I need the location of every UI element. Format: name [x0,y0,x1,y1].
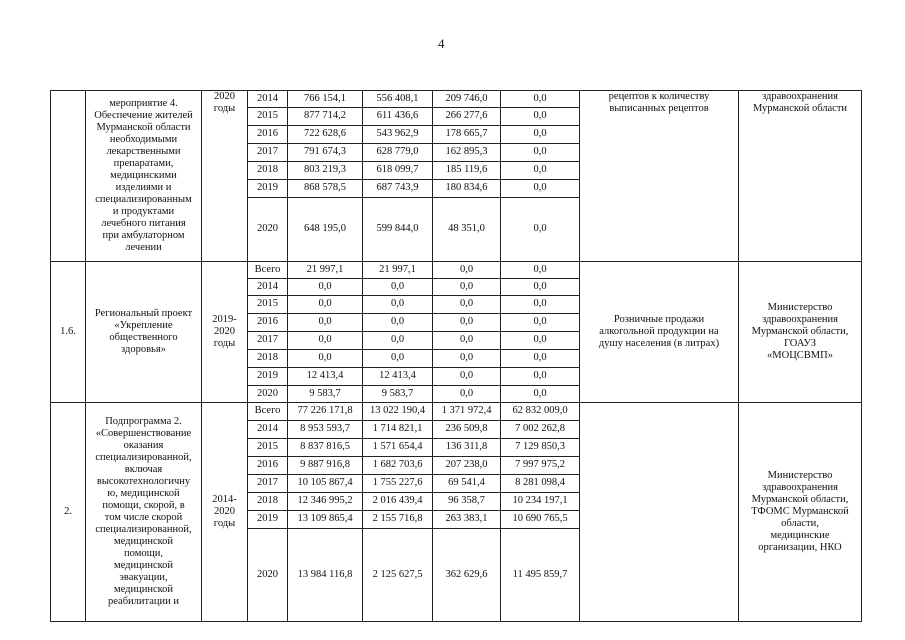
program-table [50,90,862,622]
cell-total: 77 226 171,8 [288,403,363,421]
cell-year: 2015 [248,108,288,126]
indicator-text [580,403,739,622]
cell-reg: 2 155 716,8 [363,511,433,529]
cell-year: 2019 [248,180,288,198]
cell-total: 0,0 [288,332,363,350]
cell-reg: 21 997,1 [363,262,433,279]
cell-other: 0,0 [501,314,580,332]
cell-year: 2018 [248,350,288,368]
cell-fed: 0,0 [433,332,501,350]
cell-other: 0,0 [501,144,580,162]
cell-fed: 0,0 [433,314,501,332]
cell-fed: 0,0 [433,262,501,279]
cell-reg: 1 571 654,4 [363,439,433,457]
cell-fed: 178 665,7 [433,126,501,144]
cell-other: 62 832 009,0 [501,403,580,421]
cell-reg: 599 844,0 [363,198,433,262]
cell-total: 8 837 816,5 [288,439,363,457]
page-number: 4 [438,36,445,51]
cell-year: 2018 [248,493,288,511]
cell-reg: 687 743,9 [363,180,433,198]
cell-total: 12 413,4 [288,368,363,386]
cell-reg: 2 016 439,4 [363,493,433,511]
cell-fed: 0,0 [433,350,501,368]
cell-other: 10 690 765,5 [501,511,580,529]
cell-total: 13 984 116,8 [288,529,363,622]
program-name: Подпрограмма 2. «Совершенствование оказания специализированной, включая высокотехнологичну ю, медицинской помощи, скорой, в том числе скорой специализированной, медицинской помощи, медицинской эвакуации, медицинской реабилитации и [86,403,202,622]
cell-total: 877 714,2 [288,108,363,126]
cell-reg: 618 099,7 [363,162,433,180]
cell-reg: 611 436,6 [363,108,433,126]
cell-other: 0,0 [501,279,580,296]
cell-fed: 207 238,0 [433,457,501,475]
cell-fed: 0,0 [433,368,501,386]
cell-other: 11 495 859,7 [501,529,580,622]
executor-text: Министерство здравоохранения Мурманской области, ГОАУЗ «МОЦСВМП» [739,262,862,403]
cell-total: 0,0 [288,350,363,368]
cell-other: 0,0 [501,262,580,279]
cell-year: 2017 [248,475,288,493]
cell-other: 0,0 [501,126,580,144]
cell-total: 803 219,3 [288,162,363,180]
cell-reg: 556 408,1 [363,91,433,108]
cell-year: 2020 [248,198,288,262]
executor-text: здравоохранения Мурманской области [739,91,862,262]
cell-other: 10 234 197,1 [501,493,580,511]
cell-reg: 12 413,4 [363,368,433,386]
cell-other: 0,0 [501,296,580,314]
cell-other: 7 002 262,8 [501,421,580,439]
cell-total: 9 887 916,8 [288,457,363,475]
cell-total: 648 195,0 [288,198,363,262]
indicator-text: Розничные продажи алкогольной продукции на душу населения (в литрах) [580,262,739,403]
cell-fed: 236 509,8 [433,421,501,439]
cell-total: 9 583,7 [288,386,363,403]
cell-fed: 0,0 [433,296,501,314]
cell-total: 12 346 995,2 [288,493,363,511]
cell-reg: 1 714 821,1 [363,421,433,439]
cell-year: 2016 [248,314,288,332]
table-row [51,403,862,421]
cell-year: Всего [248,262,288,279]
cell-fed: 180 834,6 [433,180,501,198]
executor-text: Министерство здравоохранения Мурманской области, ТФОМС Мурманской области, медицинские организации, НКО [739,403,862,622]
cell-year: 2016 [248,457,288,475]
indicator-text: рецептов к количеству выписанных рецептов [580,91,739,262]
cell-fed: 266 277,6 [433,108,501,126]
cell-total: 868 578,5 [288,180,363,198]
cell-year: 2019 [248,368,288,386]
cell-other: 0,0 [501,386,580,403]
cell-total: 10 105 867,4 [288,475,363,493]
cell-other: 0,0 [501,91,580,108]
cell-other: 0,0 [501,162,580,180]
program-name: Региональный проект «Укрепление общественного здоровья» [86,262,202,403]
cell-year: 2014 [248,91,288,108]
program-period: 2014- 2020 годы [202,403,248,622]
cell-year: 2020 [248,386,288,403]
cell-fed: 96 358,7 [433,493,501,511]
cell-reg: 0,0 [363,314,433,332]
cell-reg: 1 682 703,6 [363,457,433,475]
cell-fed: 0,0 [433,386,501,403]
cell-total: 21 997,1 [288,262,363,279]
cell-reg: 0,0 [363,296,433,314]
cell-other: 0,0 [501,198,580,262]
cell-fed: 185 119,6 [433,162,501,180]
cell-reg: 0,0 [363,279,433,296]
cell-fed: 1 371 972,4 [433,403,501,421]
cell-other: 7 997 975,2 [501,457,580,475]
cell-total: 766 154,1 [288,91,363,108]
cell-year: 2018 [248,162,288,180]
cell-fed: 136 311,8 [433,439,501,457]
cell-other: 8 281 098,4 [501,475,580,493]
cell-reg: 543 962,9 [363,126,433,144]
cell-fed: 209 746,0 [433,91,501,108]
cell-fed: 362 629,6 [433,529,501,622]
cell-fed: 162 895,3 [433,144,501,162]
cell-total: 0,0 [288,279,363,296]
program-name: мероприятие 4. Обеспечение жителей Мурманской области необходимыми лекарственными препаратами, медицинскими изделиями и специализированным и продуктами лечебного питания при амбулаторном лечении [86,91,202,262]
program-period: 2019- 2020 годы [202,262,248,403]
row-number [51,91,86,262]
cell-fed: 48 351,0 [433,198,501,262]
cell-year: 2014 [248,421,288,439]
cell-year: 2020 [248,529,288,622]
cell-year: 2015 [248,439,288,457]
cell-fed: 0,0 [433,279,501,296]
cell-other: 0,0 [501,108,580,126]
cell-total: 13 109 865,4 [288,511,363,529]
table-row [51,262,862,279]
row-number: 1.6. [51,262,86,403]
cell-other: 0,0 [501,180,580,198]
cell-fed: 263 383,1 [433,511,501,529]
cell-reg: 13 022 190,4 [363,403,433,421]
cell-total: 0,0 [288,314,363,332]
row-number: 2. [51,403,86,622]
cell-reg: 2 125 627,5 [363,529,433,622]
cell-year: 2015 [248,296,288,314]
program-period: 2020 годы [202,91,248,262]
cell-year: Всего [248,403,288,421]
cell-other: 7 129 850,3 [501,439,580,457]
cell-total: 0,0 [288,296,363,314]
table-row [51,91,862,108]
cell-fed: 69 541,4 [433,475,501,493]
cell-year: 2016 [248,126,288,144]
cell-other: 0,0 [501,350,580,368]
cell-year: 2014 [248,279,288,296]
cell-other: 0,0 [501,368,580,386]
cell-reg: 0,0 [363,350,433,368]
cell-other: 0,0 [501,332,580,350]
cell-total: 8 953 593,7 [288,421,363,439]
cell-reg: 9 583,7 [363,386,433,403]
cell-reg: 1 755 227,6 [363,475,433,493]
cell-year: 2019 [248,511,288,529]
cell-total: 722 628,6 [288,126,363,144]
cell-year: 2017 [248,144,288,162]
cell-year: 2017 [248,332,288,350]
cell-reg: 0,0 [363,332,433,350]
cell-reg: 628 779,0 [363,144,433,162]
cell-total: 791 674,3 [288,144,363,162]
